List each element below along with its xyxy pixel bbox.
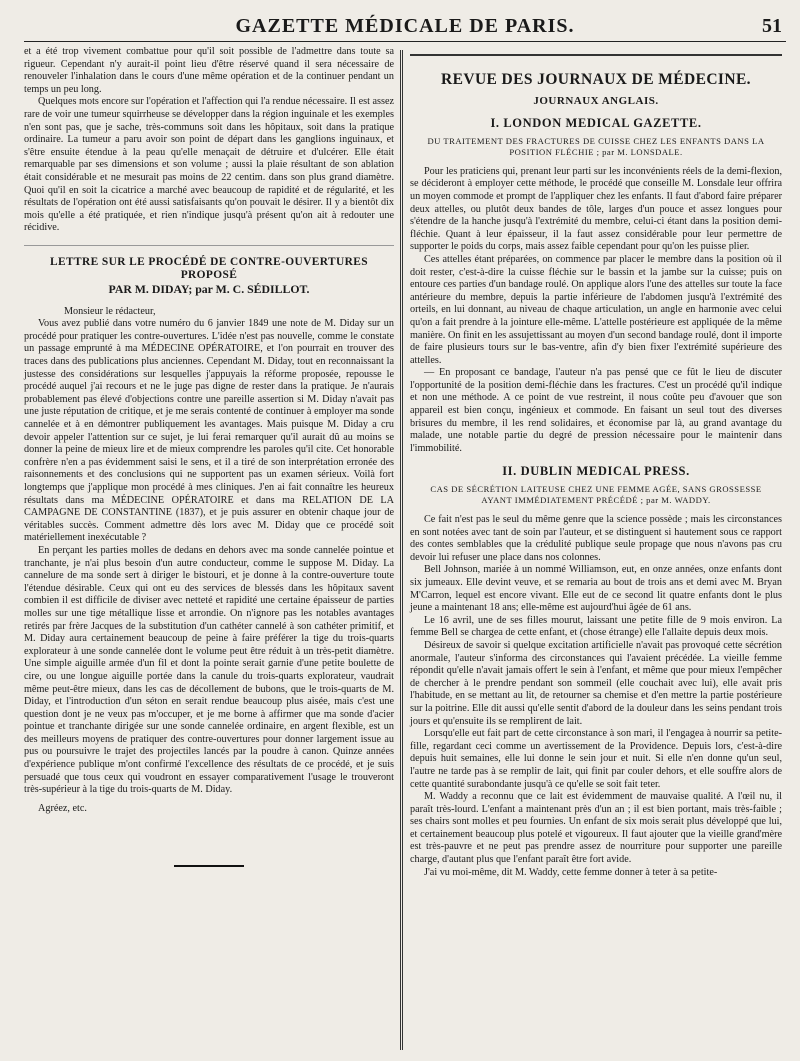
salutation: Monsieur le rédacteur, xyxy=(64,305,156,317)
paragraph: Lorsqu'elle eut fait part de cette circonstance à son mari, il l'engagea à nourrir sa petite-fille, regardant ceci comme un avertissement de la Providence. Depuis lors, c'est-à-dire depuis huit semaines, elle lui donne le sein jour et nuit. Si elle n'en donne qu'un seul, l'autre ne tarde pas à se remplir de lait, qui finit par couler dehors, et elle souffre alors de cette quantité surabondante jusqu'à ce qu'elle se soit fait teter. xyxy=(410,728,782,790)
paragraph: J'ai vu moi-même, dit M. Waddy, cette femme donner à teter à sa petite- xyxy=(424,866,718,878)
paragraph: Pour les praticiens qui, prenant leur parti sur les inconvénients réels de la demi-flexion, se décideront à employer cette méthode, le procédé que conseille M. Lonsdale leur offrira un moyen commode et prompt de l'appliquer chez les enfants. Il faut d'abord faire préparer deux attelles, ou plutôt deux bandes de tôle, larges d'un pouce et assez longues pour s'étendre de la hanche jusqu'à l'extrémité du membre, celui-ci étant dans la position demi-fléchie. Quant à leur épaisseur, il la faut assez considérable pour leur permettre de supporter le poids du corps, mais assez faible cependant pour qu'on les puisse plier. xyxy=(410,165,782,253)
page-number: 51 xyxy=(762,15,782,37)
letter-author: PAR M. DIDAY; par M. C. SÉDILLOT. xyxy=(108,282,310,297)
paragraph: Quelques mots encore sur l'opération et l'affection qui l'a rendue nécessaire. Il est assez rare de voir une tumeur squirrheuse se développer dans la région inguinale et les exemples n'en sont pas, que je sache, très-communs soit dans les hôpitaux, soit dans la pratique ordinaire. La tumeur a paru avoir son point de départ dans les ganglions inguinaux, et s'être ensuite étendue à la peau qu'elle menaçait de détruire et d'ulcérer. Elle était remarquable par ses dimensions et son volume ; aussi la plaie résultant de son ablation était considérable et ne mesurait pas moins de 22 centim. dans son plus grand diamètre. Quoi qu'il en soit la cicatrice a marché avec beaucoup de rapidité et de régularité, et les résultats de l'opération ont été aussi satisfaisants qu'on pouvait le désirer. Il y a bientôt dix mois qu'elle a été pratiquée, et rien n'indique jusqu'à présent qu'on ait à redouter une récidive. xyxy=(24,96,394,234)
paragraph: Désireux de savoir si quelque excitation artificielle n'avait pas provoqué cette sécrétion anormale, l'auteur s'informa des circonstances qui l'avaient précédée. La vieille femme répondit qu'elle n'avait jamais offert le sein à l'enfant, et même que pour mieux l'empêcher de chercher à le prendre pendant son sommeil (elle couchait avec lui), elle avait pris l'habitude, en se mettant au lit, de retourner sa chemise et d'en mettre la partie postérieure sur la poitrine. Elle dit aussi qu'elle sentit d'abord de la douleur dans les seins pendant trois jours et qu'ensuite ils se remplirent de lait. xyxy=(410,639,782,727)
paragraph: Le 16 avril, une de ses filles mourut, laissant une petite fille de 9 mois environ. La femme Bell se chargea de cette enfant, et (chose étrange) elle l'allaite depuis deux mois. xyxy=(410,614,782,639)
paragraph: M. Waddy a reconnu que ce lait est évidemment de mauvaise qualité. A l'œil nu, il paraît très-lourd. L'enfant a maintenant près d'un an ; il est bien portant, mais très-faible ; ses chairs sont molles et peu fournies. Un enfant de six mois serait plus développé que lui, et certainement beaucoup plus potelé et vigoureux. Il faut ajouter que la vieille grand'mère est très-pauvre et ne peut pas prendre assez de nourriture pour supporter une pareille charge, d'autant plus que l'enfant paraît être fort avide. xyxy=(410,791,782,866)
paragraph: — En proposant ce bandage, l'auteur n'a pas pensé que ce fût le lieu de discuter l'opportunité de la position demi-fléchie dans les fractures. C'est un procédé qu'il indique et non une méthode. A ce point de vue restreint, il nous coûte peu d'avouer que son appareil est bien conçu, ingénieux et commode. En faisant un seul tout des diverses brisures du membre, il les rend solidaires, et économise par là, au grand avantage du malade, une notable partie du degré de pression nécessaire pour le maintenir dans l'immobilité. xyxy=(410,367,782,454)
left-column xyxy=(24,46,394,867)
article-title: CAS DE SÉCRÉTION LAITEUSE CHEZ UNE FEMME AGÉE, SANS GROSSESSE AYANT IMMÉDIATEMENT PRÉCÉDÉ ; par M. WADDY. xyxy=(430,484,762,506)
paragraph: Bell Johnson, mariée à un nommé Williamson, eut, en onze années, onze enfants dont six jumeaux. Elle devint veuve, et se remaria au bout de trois ans et demi avec M. Bryan M'Carron, lequel est encore vivant. Elle eut de ce second lit quatre enfants dont le plus jeune a maintenant 18 ans; elle-même est aujourd'hui âgée de 61 ans. xyxy=(410,564,782,614)
paragraph: Vous avez publié dans votre numéro du 6 janvier 1849 une note de M. Diday sur un procédé pour pratiquer les contre-ouvertures. L'idée n'est pas nouvelle, comme le constate un passage emprunté à ma MÉDECINE OPÉRATOIRE, et l'on pourrait en trouver des traces dans des publications plus anciennes. Cependant M. Diday, tout en reconnaissant la justesse des considérations sur lesquelles j'appuyais la réforme proposée, repousse le procédé auquel j'ai recours et ne le juge pas digne de rester dans la pratique. Je n'aurais probablement pas élevé d'objections contre une pareille assertion si M. Diday n'avait pas une juste réputation de critique, et je me serais contenté de continuer à employer ma sonde cannelée et à en démontrer publiquement les avantages. Mais puisque M. Diday a cru devoir appeler l'attention sur ce sujet, je lui ferai remarquer qu'il aurait dû au moins se donner la peine de mieux lire et de mieux comprendre les paroles qu'il cite. Cet honorable confrère n'en a pas évidemment saisi le sens, et il a tiré de son interprétation erronée des raisonnements et des conclusions qui ne supportent pas un examen sérieux. Voilà fort longtemps que j'applique mon procédé à mes cliniques. J'en ai fait connaître les heureux résultats dans ma MÉDECINE OPÉRATOIRE et dans ma RELATION DE LA CAMPAGNE DE CONSTANTINE (1837), et je puis assurer en obtenir chaque jour de véritables succès. Comment admettre dès lors avec M. Diday que ce procédé soit matériellement inexécutable ? xyxy=(24,318,394,544)
column-divider xyxy=(400,50,403,1050)
journal-heading: II. DUBLIN MEDICAL PRESS. xyxy=(502,464,690,479)
paragraph: Ces attelles étant préparées, on commence par placer le membre dans la position où il doit rester, c'est-à-dire la cuisse fléchie sur le bassin et la jambe sur la cuisse; puis on entoure ces parties d'un bandage roulé. On applique alors l'une des attelles sur toute la face antérieure du membre, depuis la partie inférieure de l'abdomen jusqu'à l'extrémité des orteils, en lui donnant, au niveau de chaque articulation, un angle en harmonie avec celui qu'on a fait prendre à la jointure elle-même. L'attelle postérieure est appliquée de la même manière. On finit en les assujettissant au moyen d'un second bandage roulé, dont il importe de faire plusieurs tours sur le bas-ventre, afin d'y bien fixer l'extrémité supérieure des attelles. xyxy=(410,253,782,366)
closing: Agréez, etc. xyxy=(38,802,87,814)
paragraph: et a été trop vivement combattue pour qu'il soit possible de l'admettre dans toute sa rigueur. Cependant n'y aurait-il point lieu d'être réservé quand il sera nécessaire de renouveler l'inhalation dans le cours d'une même opération et de la continuer pendant un temps un peu long. xyxy=(24,46,394,95)
review-title: REVUE DES JOURNAUX DE MÉDECINE. xyxy=(441,71,751,88)
end-rule xyxy=(174,865,244,867)
review-subtitle: JOURNAUX ANGLAIS. xyxy=(533,94,659,107)
article-title: DU TRAITEMENT DES FRACTURES DE CUISSE CHEZ LES ENFANTS DANS LA POSITION FLÉCHIE ; par M. LONSDALE. xyxy=(427,135,765,157)
paragraph: Ce fait n'est pas le seul du même genre que la science possède ; mais les circonstances en sont notées avec tant de soin par l'auteur, et se distinguent si hautement sous ce rapport des contes semblables que la crédulité publique seule propage que nous n'avons pas cru devoir lui refuser une place dans nos colonnes. xyxy=(410,514,782,563)
journal-title: GAZETTE MÉDICALE DE PARIS. xyxy=(235,15,575,37)
letter-title: LETTRE SUR LE PROCÉDÉ DE CONTRE-OUVERTURES PROPOSÉ xyxy=(50,255,368,281)
right-column xyxy=(410,46,782,879)
paragraph: En perçant les parties molles de dedans en dehors avec ma sonde cannelée pointue et tranchante, je n'ai plus besoin d'un autre conducteur, comme le suppose M. Diday. La cannelure de ma sonde sert à diriger le bistouri, et je donne à la contre-ouverture toute l'étendue désirable. Ceux qui ont eu des services de blessés dans les hôpitaux savent combien il est difficile de diviser avec netteté et rapidité une certaine épaisseur de parties molles sur une tige métallique lisse et arrondie. On n'ignore pas les notables avantages retirés par frère Jacques de la substitution d'un cathéter cannelé à son cathéter primitif, et M. Diday aura certainement beaucoup de peine à faire préférer la tige du trois-quarts explorateur à une sonde cannelée dont le volume peut être réduit à un très-petit diamètre. Une simple aiguille armée d'un fil et dont la pointe serait garnie d'une petite boulette de cire, ou une longue aiguille portée dans la canule du trois-quarts explorateur, vaudrait même peut-être mieux, dans les cas de décollement de bubons, que le trois-quarts de M. Diday, et l'introduction d'un séton en serait rendue beaucoup plus aisée, mais c'est une question dont je ne veux pas m'occuper, et je me borne à affirmer que ma sonde d'acier pointue et tranchante dirigée sur une sonde cannelée ordinaire, en argent flexible, est un des meilleurs moyens de pratiquer des contre-ouvertures pour donner largement issue au pus ou poursuivre le trajet des projectiles lancés par la poudre à canon. Quinze années d'expérience publique m'ont confirmé l'excellence des résultats de ce procédé, et je suis persuadé que tous ceux qui voudront en essayer comparativement l'usage le trouveront très-supérieur à la tige du trois-quarts de M. Diday. xyxy=(24,544,394,796)
section-divider xyxy=(24,245,394,246)
section-rule xyxy=(410,54,782,56)
page-header xyxy=(24,12,786,42)
journal-heading: I. LONDON MEDICAL GAZETTE. xyxy=(490,116,702,131)
